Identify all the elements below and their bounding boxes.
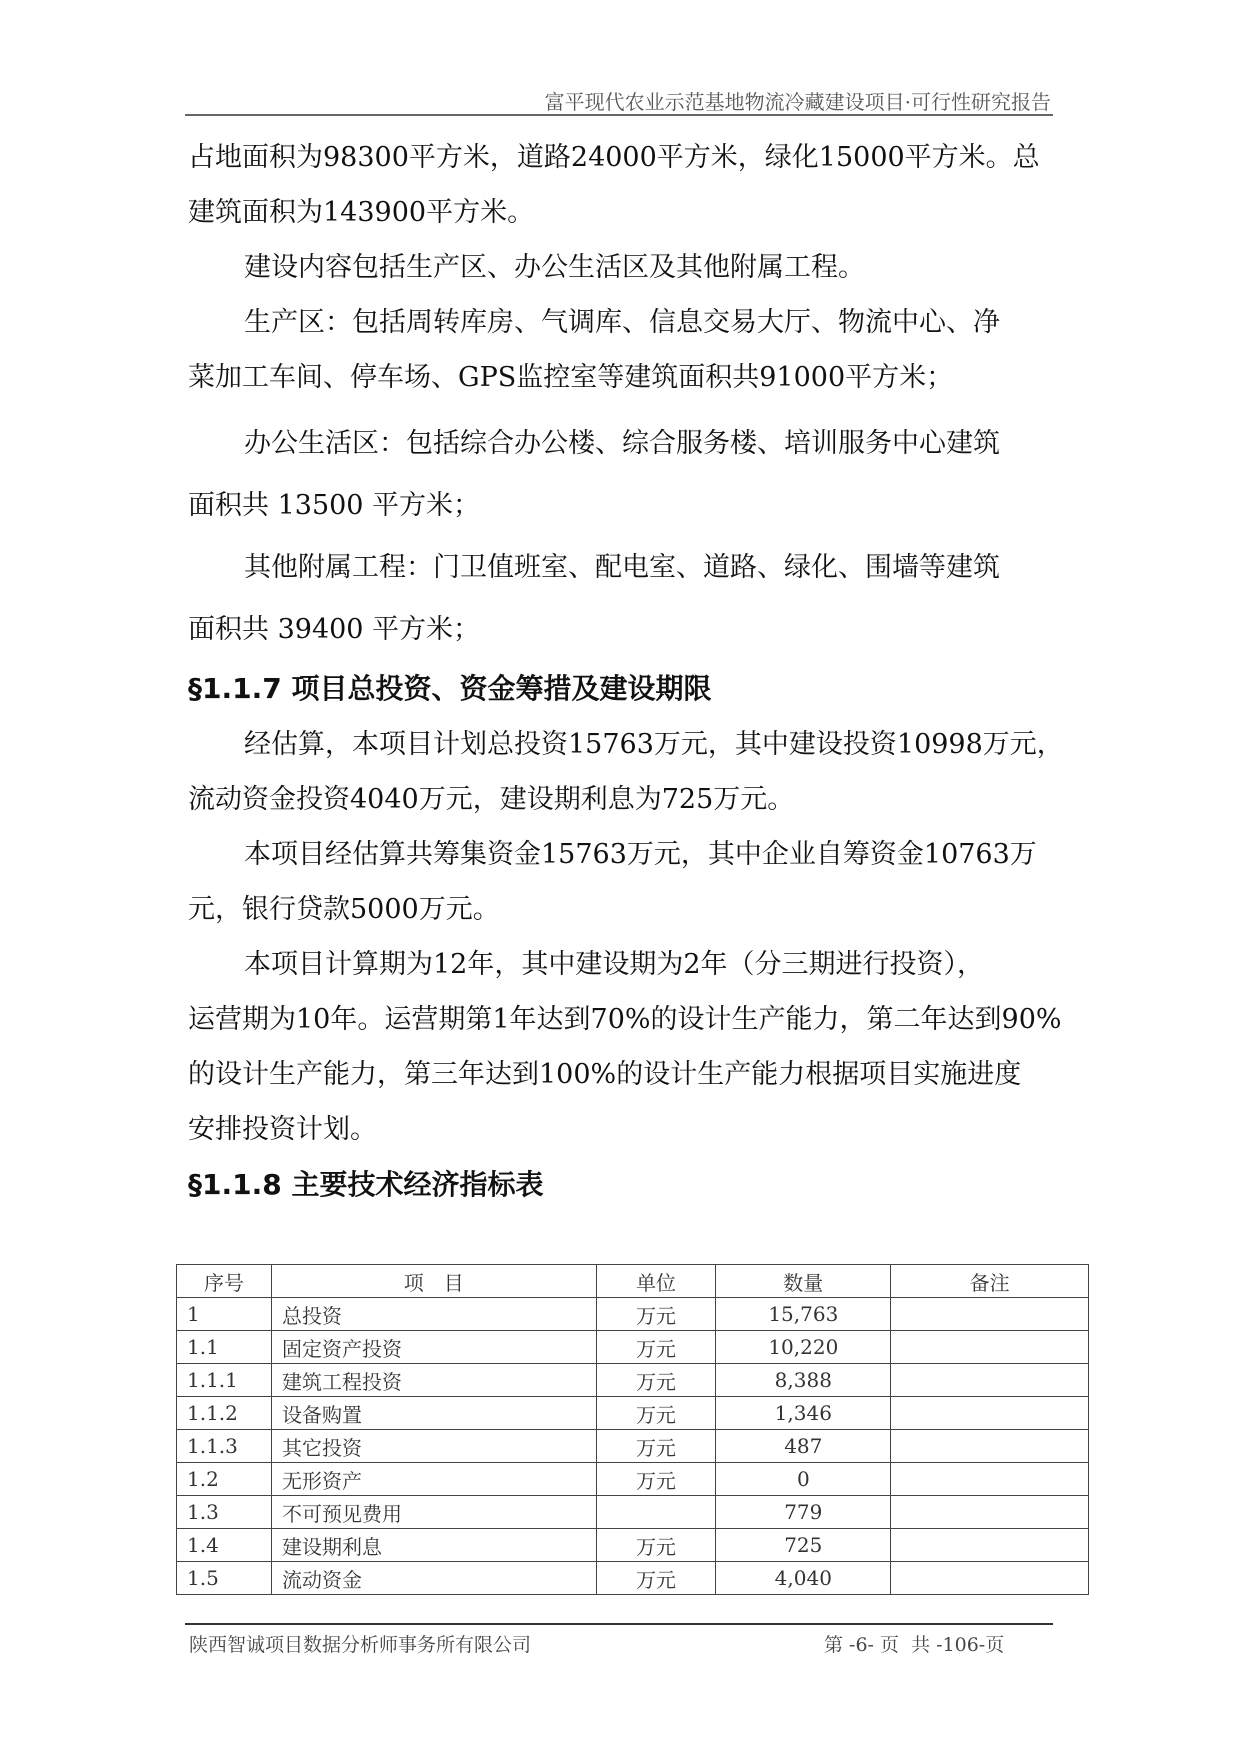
table-row xyxy=(177,1463,1089,1496)
paragraph-auxiliary-works: 其他附属工程：门卫值班室、配电室、道路、绿化、围墙等建筑 xyxy=(244,552,1000,583)
paragraph-production-zone: 菜加工车间、停车场、GPS监控室等建筑面积共91000平方米； xyxy=(188,362,954,393)
table-cell: 万元 xyxy=(596,1463,716,1496)
table-cell: 1.5 xyxy=(177,1562,272,1595)
table-cell: 779 xyxy=(716,1496,891,1529)
table-cell xyxy=(891,1397,1089,1430)
column-header-remark: 备注 xyxy=(891,1265,1089,1298)
table-row xyxy=(177,1298,1089,1331)
table-cell: 万元 xyxy=(596,1364,716,1397)
footer-page-number: 第 -6- 页 共 -106-页 xyxy=(824,1634,1005,1656)
table-row xyxy=(177,1397,1089,1430)
table-cell: 建设期利息 xyxy=(271,1529,596,1562)
table-cell: 无形资产 xyxy=(271,1463,596,1496)
paragraph-area-line: 建筑面积为143900平方米。 xyxy=(188,197,535,228)
table-cell xyxy=(891,1298,1089,1331)
table-cell: 不可预见费用 xyxy=(271,1496,596,1529)
table-header-row xyxy=(177,1265,1089,1298)
paragraph-schedule: 本项目计算期为12年，其中建设期为2年（分三期进行投资）， xyxy=(244,949,985,980)
paragraph-funding: 本项目经估算共筹集资金15763万元，其中企业自筹资金10763万 xyxy=(244,839,1037,870)
table-cell xyxy=(891,1562,1089,1595)
table-cell: 设备购置 xyxy=(271,1397,596,1430)
table-cell xyxy=(891,1496,1089,1529)
table-cell: 万元 xyxy=(596,1298,716,1331)
footer-company: 陕西智诚项目数据分析师事务所有限公司 xyxy=(189,1634,532,1656)
table-cell: 725 xyxy=(716,1529,891,1562)
table-cell: 1.3 xyxy=(177,1496,272,1529)
table-cell: 15,763 xyxy=(716,1298,891,1331)
paragraph-schedule: 安排投资计划。 xyxy=(188,1114,377,1145)
table-cell: 1.1 xyxy=(177,1331,272,1364)
table-row xyxy=(177,1364,1089,1397)
table-cell: 1.1.3 xyxy=(177,1430,272,1463)
column-header-item: 项 目 xyxy=(271,1265,596,1298)
footer-rule xyxy=(185,1623,1053,1625)
table-cell: 1.2 xyxy=(177,1463,272,1496)
column-header-quantity: 数量 xyxy=(716,1265,891,1298)
column-header-unit: 单位 xyxy=(596,1265,716,1298)
paragraph-investment: 流动资金投资4040万元，建设期利息为725万元。 xyxy=(188,784,795,815)
paragraph-auxiliary-works: 面积共 39400 平方米； xyxy=(188,614,481,645)
table-cell: 万元 xyxy=(596,1430,716,1463)
paragraph-production-zone: 生产区：包括周转库房、气调库、信息交易大厅、物流中心、净 xyxy=(244,307,1000,338)
paragraph-area-line: 占地面积为98300平方米，道路24000平方米，绿化15000平方米。总 xyxy=(188,142,1040,173)
table-cell: 万元 xyxy=(596,1331,716,1364)
table-cell: 1.4 xyxy=(177,1529,272,1562)
paragraph-schedule: 的设计生产能力，第三年达到100%的设计生产能力根据项目实施进度 xyxy=(188,1059,1022,1090)
paragraph-construction-content: 建设内容包括生产区、办公生活区及其他附属工程。 xyxy=(244,252,865,283)
table-cell xyxy=(891,1331,1089,1364)
table-row xyxy=(177,1496,1089,1529)
paragraph-funding: 元，银行贷款5000万元。 xyxy=(188,894,500,925)
table-cell: 固定资产投资 xyxy=(271,1331,596,1364)
paragraph-investment: 经估算，本项目计划总投资15763万元，其中建设投资10998万元， xyxy=(244,729,1064,760)
table-cell: 10,220 xyxy=(716,1331,891,1364)
document-body xyxy=(188,130,1064,1213)
table-cell: 487 xyxy=(716,1430,891,1463)
section-heading-investment: §1.1.7 项目总投资、资金筹措及建设期限 xyxy=(188,672,712,705)
table-cell: 0 xyxy=(716,1463,891,1496)
table-cell: 1 xyxy=(177,1298,272,1331)
paragraph-schedule: 运营期为10年。运营期第1年达到70%的设计生产能力，第二年达到90% xyxy=(188,1004,1062,1035)
indicator-table xyxy=(176,1264,1089,1595)
table-cell: 1,346 xyxy=(716,1397,891,1430)
table-cell: 8,388 xyxy=(716,1364,891,1397)
table-cell: 4,040 xyxy=(716,1562,891,1595)
table-cell: 其它投资 xyxy=(271,1430,596,1463)
table-cell: 流动资金 xyxy=(271,1562,596,1595)
table-cell xyxy=(891,1364,1089,1397)
table-cell: 建筑工程投资 xyxy=(271,1364,596,1397)
table-row xyxy=(177,1331,1089,1364)
table-row xyxy=(177,1430,1089,1463)
table-row xyxy=(177,1529,1089,1562)
table-cell xyxy=(891,1430,1089,1463)
column-header-index: 序号 xyxy=(177,1265,272,1298)
spacer xyxy=(188,405,1054,413)
section-heading-indicators: §1.1.8 主要技术经济指标表 xyxy=(188,1168,544,1201)
table-cell: 万元 xyxy=(596,1562,716,1595)
table-cell: 总投资 xyxy=(271,1298,596,1331)
table-cell xyxy=(891,1463,1089,1496)
table-cell xyxy=(596,1496,716,1529)
table-cell: 1.1.1 xyxy=(177,1364,272,1397)
paragraph-office-zone: 面积共 13500 平方米； xyxy=(188,490,481,521)
table-cell: 万元 xyxy=(596,1397,716,1430)
table-cell xyxy=(891,1529,1089,1562)
header-title: 富平现代农业示范基地物流冷藏建设项目·可行性研究报告 xyxy=(544,90,1051,114)
table-cell: 万元 xyxy=(596,1529,716,1562)
paragraph-office-zone: 办公生活区：包括综合办公楼、综合服务楼、培训服务中心建筑 xyxy=(244,428,1000,459)
table-row xyxy=(177,1562,1089,1595)
header-rule xyxy=(185,114,1053,116)
table-cell: 1.1.2 xyxy=(177,1397,272,1430)
